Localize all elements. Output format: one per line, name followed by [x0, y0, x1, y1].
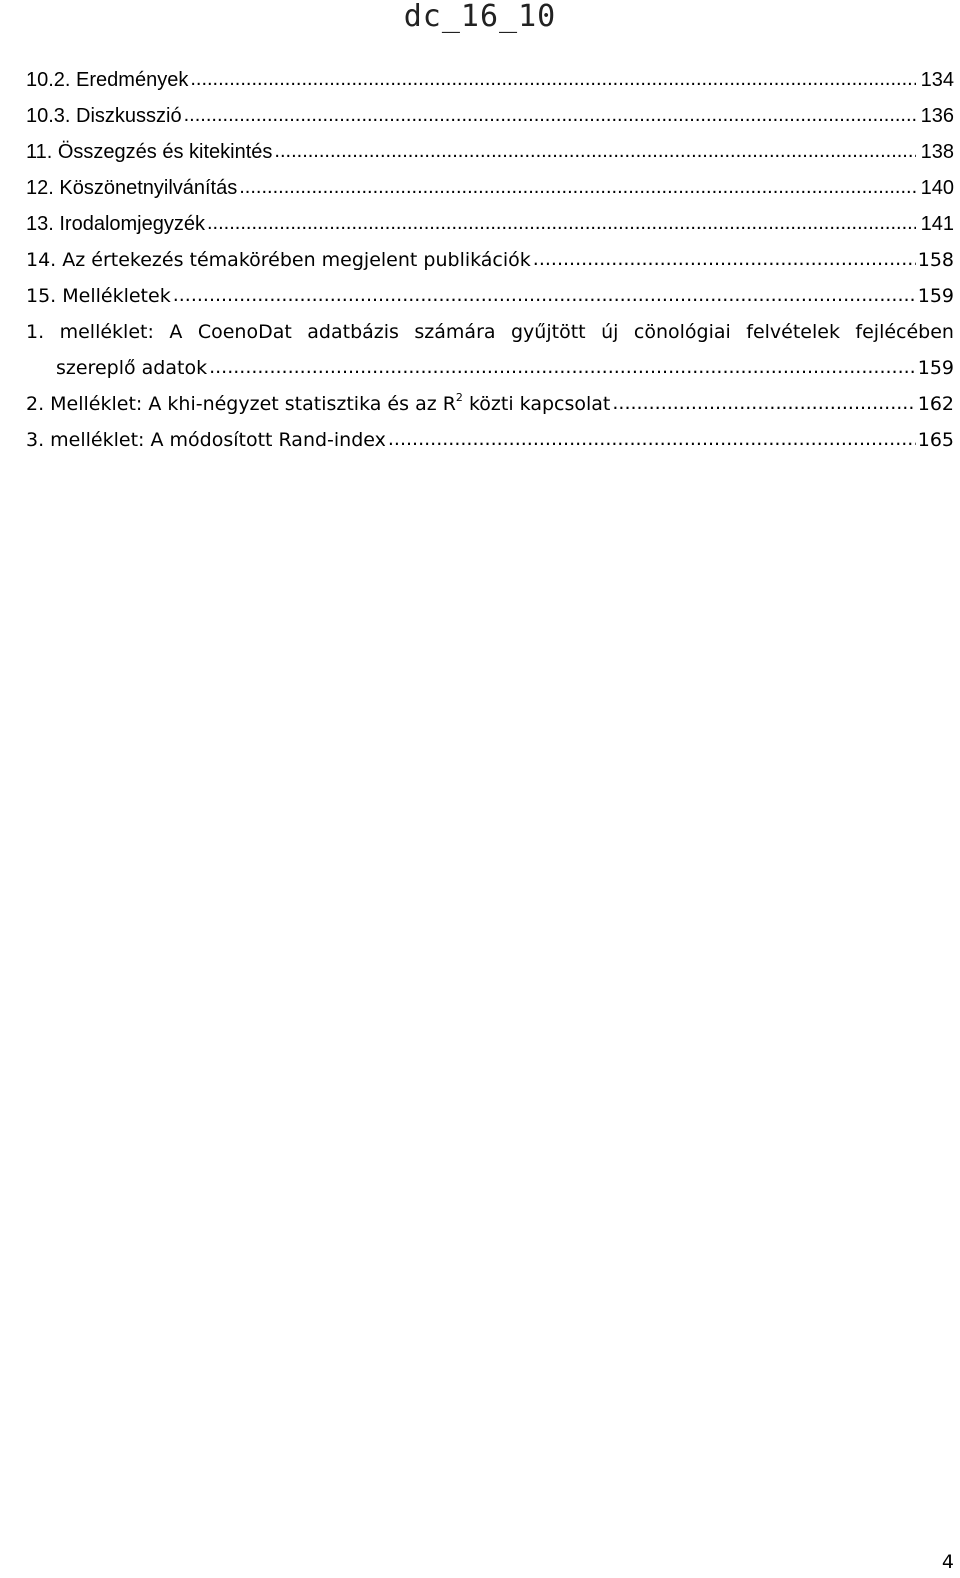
- appendix-1-word: adatbázis: [307, 321, 399, 343]
- dot-leader: [533, 241, 916, 277]
- toc-entry-page: 159: [917, 285, 954, 307]
- toc-entry-page: 165: [917, 429, 954, 451]
- toc-entry-14[interactable]: [26, 242, 954, 278]
- toc-entry-label: szereplő adatok: [56, 357, 208, 379]
- toc-entry-label: 12. Köszönetnyilvánítás: [26, 177, 238, 199]
- appendix-1-first-line: [26, 314, 954, 350]
- appendix-1-word: fejlécében: [855, 321, 954, 343]
- dot-leader: [173, 277, 916, 313]
- document-id-header: dc_16_10: [403, 0, 557, 34]
- toc-entry-15[interactable]: [26, 278, 954, 314]
- toc-entry-12[interactable]: [26, 170, 954, 206]
- toc-entry-page: 134: [920, 69, 954, 91]
- toc-entry-label: 10.2. Eredmények: [26, 69, 189, 91]
- dot-leader: [184, 97, 916, 133]
- appendix-1-word: cönológiai: [633, 321, 731, 343]
- toc-entry-appendix-3[interactable]: [26, 422, 954, 458]
- appendix-1-word: melléklet:: [59, 321, 154, 343]
- toc-entry-10-2[interactable]: [26, 62, 954, 98]
- dot-leader: [209, 349, 916, 385]
- toc-entry-page: 159: [917, 357, 954, 379]
- toc-entry-label: 10.3. Diszkusszió: [26, 105, 182, 127]
- superscript-2: 2: [455, 390, 463, 404]
- toc-entry-page: 138: [920, 141, 954, 163]
- dot-leader: [207, 205, 916, 241]
- appendix-1-word: gyűjtött: [511, 321, 586, 343]
- appendix-2-label-end: közti kapcsolat: [462, 393, 611, 415]
- appendix-1-word: CoenoDat: [197, 321, 292, 343]
- page-number: 4: [941, 1551, 954, 1573]
- dot-leader: [388, 421, 916, 457]
- toc-entry-label: 13. Irodalomjegyzék: [26, 213, 205, 235]
- toc-entry-page: 140: [920, 177, 954, 199]
- appendix-1-continuation-line: [26, 350, 954, 386]
- toc-entry-page: 158: [917, 249, 954, 271]
- toc-entry-label: 11. Összegzés és kitekintés: [26, 141, 273, 163]
- dot-leader: [274, 133, 916, 169]
- toc-entry-appendix-2[interactable]: [26, 386, 954, 422]
- appendix-1-word: A: [169, 321, 183, 343]
- appendix-1-word: felvételek: [746, 321, 840, 343]
- dot-leader: [190, 61, 916, 97]
- toc-entry-page: 162: [917, 393, 954, 415]
- toc-entry-label: 3. melléklet: A módosított Rand-index: [26, 429, 386, 451]
- toc-entry-label: [26, 386, 610, 422]
- appendix-2-label-start: 2. Melléklet: A khi-négyzet statisztika és az R: [26, 393, 456, 415]
- table-of-contents: [26, 62, 954, 458]
- dot-leader: [239, 169, 916, 205]
- toc-entry-13[interactable]: [26, 206, 954, 242]
- toc-entry-10-3[interactable]: [26, 98, 954, 134]
- toc-entry-appendix-1[interactable]: [26, 314, 954, 386]
- toc-entry-label: 15. Mellékletek: [26, 285, 171, 307]
- appendix-1-word: számára: [414, 321, 496, 343]
- toc-entry-label: 14. Az értekezés témakörében megjelent publikációk: [26, 249, 531, 271]
- toc-entry-page: 141: [920, 213, 954, 235]
- appendix-1-word: új: [601, 321, 619, 343]
- dot-leader: [612, 385, 915, 421]
- toc-entry-page: 136: [920, 105, 954, 127]
- appendix-1-word: 1.: [26, 321, 45, 343]
- toc-entry-11[interactable]: [26, 134, 954, 170]
